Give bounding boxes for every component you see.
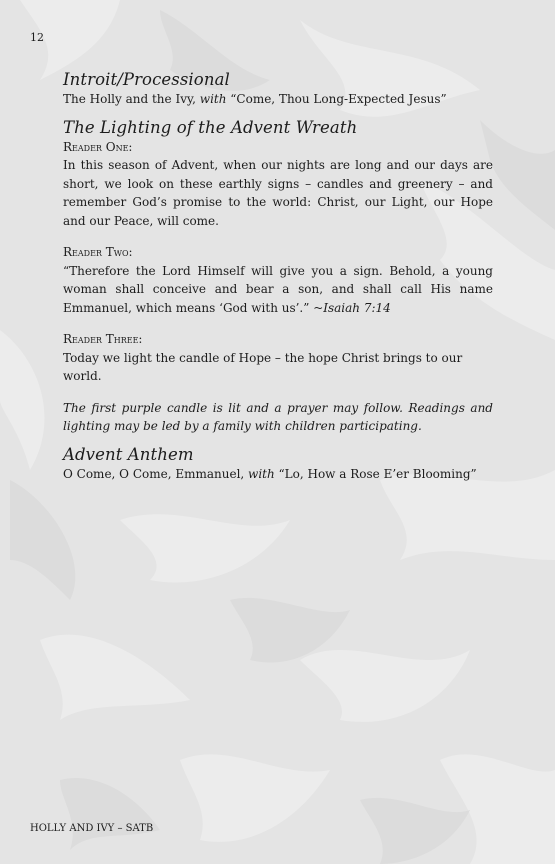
- introit-heading: Introit/Processional: [63, 70, 230, 89]
- introit-line: The Holly and the Ivy, with “Come, Thou Long-Expected Jesus”: [63, 92, 447, 106]
- page-number: 12: [30, 31, 44, 44]
- order-of-service: [63, 70, 493, 483]
- reader-one-label: Reader One:: [63, 139, 133, 154]
- rubric-text: The first purple candle is lit and a prayer may follow. Readings and lighting may be led by a family with children participating.: [63, 400, 493, 433]
- anthem-heading: Advent Anthem: [63, 444, 194, 464]
- anthem-line: O Come, O Come, Emmanuel, with “Lo, How a Rose E’er Blooming”: [63, 466, 477, 481]
- scripture-reference: Isaiah 7:14: [323, 300, 391, 315]
- lighting-heading: The Lighting of the Advent Wreath: [63, 117, 358, 137]
- footer-title: HOLLY AND IVY – SATB: [30, 823, 154, 834]
- reader-three-text: Today we light the candle of Hope – the hope Christ brings to our world.: [63, 350, 463, 383]
- reader-three-label: Reader Three:: [63, 332, 143, 346]
- reader-one-text: In this season of Advent, when our nights are long and our days are short, we look on these earthly signs – candles and greenery – and remember God’s promise to the world: Christ, our Light, our Hope and our Peace, will come.: [63, 158, 493, 228]
- reader-two-label: Reader Two:: [63, 245, 133, 259]
- reader-two-text: “Therefore the Lord Himself will give you a sign. Behold, a young woman shall conceive and bear a son, and shall call His name Emmanuel, which means ‘God with us’.” ~Isaiah 7:14: [63, 263, 493, 315]
